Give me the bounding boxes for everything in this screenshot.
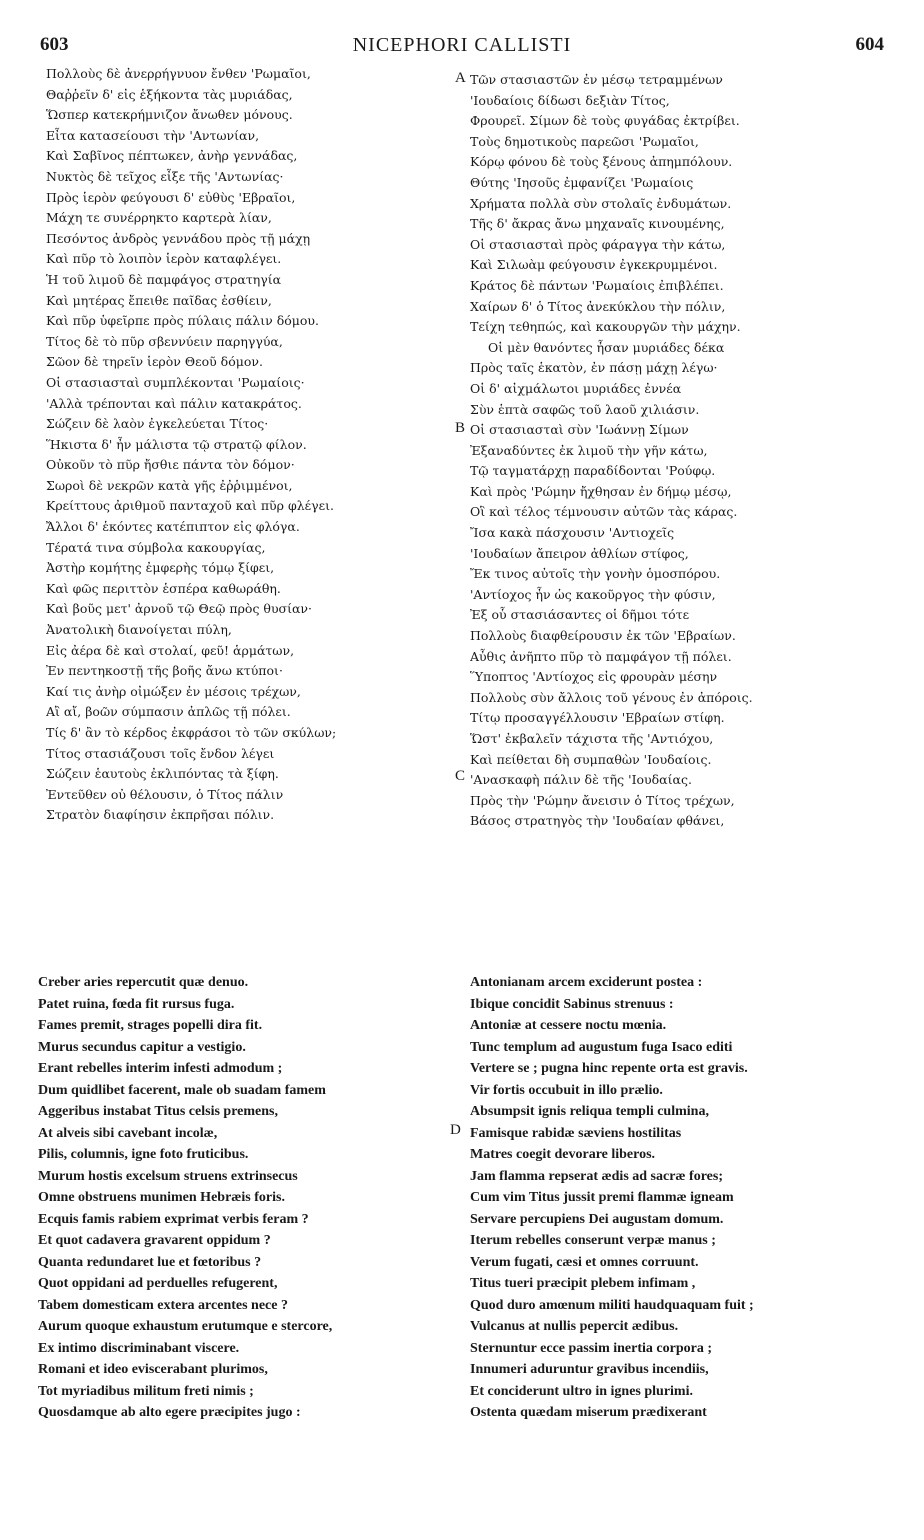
text-line: 'Αντίοχος ἦν ὡς κακοῦργος τὴν φύσιν,: [470, 586, 716, 602]
text-line: Murum hostis excelsum struens extrinsecus: [38, 1168, 298, 1184]
text-line: Quod duro amœnum militi haudquaquam fuit ;: [470, 1297, 754, 1313]
text-line: Ἐντεῦθεν οὐ θέλουσιν, ὁ Τίτος πάλιν: [46, 786, 284, 802]
text-line: Στρατὸν διαφίησιν ἐκπρῆσαι πόλιν.: [46, 807, 275, 823]
text-line: Πρὸς ταῖς ἑκατὸν, ἐν πάσῃ μάχῃ λέγω·: [470, 360, 718, 376]
text-line: Οἱ στασιασταὶ συμπλέκονται 'Ρωμαίοις·: [46, 374, 305, 390]
text-line: Οἱ στασιασταὶ σὺν 'Ιωάννῃ Σίμων: [470, 422, 689, 438]
text-line: Vir fortis occubuit in illo prælio.: [470, 1082, 663, 1098]
text-line: Οἳ καὶ τέλος τέμνουσιν αὐτῶν τὰς κάρας.: [470, 504, 738, 520]
text-line: Τοὺς δημοτικοὺς παρεῶσι 'Ρωμαῖοι,: [470, 133, 699, 149]
text-line: Τίτος στασιάζουσι τοῖς ἔνδον λέγει: [46, 745, 275, 761]
margin-mark-b: B: [455, 420, 466, 436]
text-line: Χρήματα πολλὰ σὺν στολαῖς ἐνδυμάτων.: [470, 195, 732, 211]
text-line: Κρείττους ἀριθμοῦ πανταχοῦ καὶ πῦρ φλέγει.: [46, 498, 334, 514]
text-line: Ex intimo discriminabant viscere.: [38, 1340, 240, 1356]
text-line: Jam flamma repserat ædis ad sacræ fores;: [470, 1168, 723, 1184]
text-line: Πολλοὺς διαφθείρουσιν ἐκ τῶν 'Εβραίων.: [470, 628, 736, 644]
text-line: Antoniæ at cessere noctu mœnia.: [470, 1018, 667, 1033]
text-line: Quot oppidani ad perduelles refugerent,: [38, 1276, 278, 1291]
text-line: Τῷ ταγματάρχῃ παραδίδονται 'Ρούφῳ.: [470, 463, 716, 479]
text-line: Quanta redundaret lue et fœtoribus ?: [38, 1254, 262, 1270]
text-line: Omne obstruens munimen Hebræis foris.: [38, 1190, 285, 1205]
text-line: 'Ανασκαφὴ πάλιν δὲ τῆς 'Ιουδαίας.: [470, 772, 692, 788]
text-line: Οἱ δ' αἰχμάλωτοι μυριάδες ἐννέα: [470, 380, 682, 396]
text-line: Σωροὶ δὲ νεκρῶν κατὰ γῆς ἐῤῥιμμένοι,: [46, 477, 293, 493]
text-line: Τίς δ' ἂν τὸ κέρδος ἐκφράσοι τὸ τῶν σκύλων;: [46, 725, 337, 740]
running-header: [40, 34, 884, 60]
text-line: Absumpsit ignis reliqua templi culmina,: [470, 1104, 709, 1119]
text-line: Ἐν πεντηκοστῇ τῆς βοῆς ἄνω κτύποι·: [46, 663, 283, 679]
text-line: Servare percupiens Dei augustam domum.: [470, 1211, 724, 1227]
text-line: Pilis, columnis, igne foto fruticibus.: [38, 1147, 249, 1162]
text-line: Verum fugati, cæsi et omnes corruunt.: [470, 1254, 699, 1270]
margin-mark-c: C: [455, 768, 466, 784]
text-line: Σώζειν ἑαυτοὺς ἐκλιπόντας τὰ ξίφη.: [46, 766, 279, 782]
text-line: Iterum rebelles conserunt verpæ manus ;: [470, 1233, 716, 1248]
margin-mark-a: A: [455, 70, 466, 86]
text-line: Ἴσα κακὰ πάσχουσιν 'Αντιοχεῖς: [470, 525, 675, 541]
text-line: Σῶον δὲ τηρεῖν ἱερὸν Θεοῦ δόμον.: [46, 354, 263, 370]
text-line: Tabem domesticam extera arcentes nece ?: [38, 1297, 288, 1313]
text-line: Ἔκ τινος αὐτοῖς τὴν γονὴν ὁμοσπόρου.: [470, 566, 721, 582]
text-line: Ὥστ' ἐκβαλεῖν τάχιστα τῆς 'Αντιόχου,: [470, 731, 714, 746]
text-line: Πρὸς τὴν 'Ρώμην ἄνεισιν ὁ Τίτος τρέχων,: [470, 792, 735, 808]
text-line: Αἲ αἴ, βοῶν σύμπασιν ἀπλῶς τῇ πόλει.: [46, 704, 291, 720]
text-line: Αὖθις ἀνῆπτο πῦρ τὸ παμφάγον τῇ πόλει.: [470, 648, 732, 664]
greek-text-right-column: [470, 70, 865, 832]
text-line: Τῶν στασιαστῶν ἐν μέσῳ τετραμμένων: [470, 72, 723, 87]
text-line: Κόρῳ φόνου δὲ τοὺς ξένους ἀπημπόλουν.: [470, 154, 733, 170]
greek-text-left-column: [46, 64, 431, 826]
text-line: Cum vim Titus jussit premi flammæ igneam: [470, 1190, 734, 1205]
text-line: Et conciderunt ultro in ignes plurimi.: [470, 1383, 693, 1399]
text-line: Dum quidlibet facerent, male ob suadam famem: [38, 1082, 326, 1098]
text-line: Οὐκοῦν τὸ πῦρ ἤσθιε πάντα τὸν δόμον·: [46, 457, 295, 473]
text-line: Famisque rabidæ sæviens hostilitas: [470, 1125, 682, 1141]
text-line: Patet ruina, fœda fit rursus fuga.: [38, 996, 235, 1012]
text-line: Βάσος στρατηγὸς τὴν 'Ιουδαίαν φθάνει,: [470, 813, 725, 829]
text-line: Καὶ μητέρας ἔπειθε παῖδας ἐσθίειν,: [46, 292, 272, 308]
text-line: Εἶτα κατασείουσι τὴν 'Αντωνίαν,: [46, 127, 260, 143]
text-line: Erant rebelles interim infesti admodum ;: [38, 1061, 283, 1076]
text-line: Sternuntur ecce passim inertia corpora ;: [470, 1340, 712, 1356]
text-line: Innumeri aduruntur gravibus incendiis,: [470, 1362, 709, 1377]
text-line: Τῆς δ' ἄκρας ἄνω μηχαναῖς κινουμένης,: [470, 216, 725, 232]
text-line: Ἀνατολικὴ διανοίγεται πύλη,: [46, 622, 232, 638]
text-line: Titus tueri præcipit plebem infimam ,: [470, 1276, 696, 1291]
text-line: Καὶ πῦρ ὑφεῖρπε πρὸς πύλαις πάλιν δόμου.: [46, 313, 319, 329]
text-line: Τίτῳ προσαγγέλλουσιν 'Εβραίων στίφη.: [470, 710, 725, 726]
text-line: Καὶ Σιλωὰμ φεύγουσιν ἐγκεκρυμμένοι.: [470, 257, 718, 273]
text-line: Καὶ βοῦς μετ' ἀρνοῦ τῷ Θεῷ πρὸς θυσίαν·: [46, 601, 312, 617]
text-line: Τείχη τεθηπώς, καὶ κακουργῶν τὴν μάχην.: [470, 319, 741, 335]
text-line: Πολλοὺς δὲ ἀνερρήγνυον ἔνθεν 'Ρωμαῖοι,: [46, 66, 311, 81]
text-line: Aurum quoque exhaustum erutumque e stercore,: [38, 1319, 333, 1334]
text-line: Χαίρων δ' ὁ Τίτος ἀνεκύκλου τὴν πόλιν,: [470, 298, 726, 314]
text-line: Ἀστὴρ κομήτης ἐμφερὴς τόμῳ ξίφει,: [46, 560, 275, 576]
text-line: Aggeribus instabat Titus celsis premens,: [38, 1104, 278, 1119]
text-line: Ecquis famis rabiem exprimat verbis feram ?: [38, 1211, 309, 1227]
text-line: Ἐξ οὗ στασιάσαντες οἱ δῆμοι τότε: [470, 607, 690, 623]
text-line: Οἱ μὲν θανόντες ἦσαν μυριάδες δέκα: [488, 339, 725, 355]
text-line: Φρουρεῖ. Σίμων δὲ τοὺς φυγάδας ἐκτρίβει.: [470, 113, 740, 129]
margin-mark-d: D: [450, 1122, 461, 1138]
text-line: Κράτος δὲ πάντων 'Ρωμαίοις ἐπιβλέπει.: [470, 277, 724, 293]
text-line: Σὺν ἑπτὰ σαφῶς τοῦ λαοῦ χιλιάσιν.: [470, 401, 700, 417]
text-line: Ὕποπτος 'Αντίοχος εἰς φρουρὰν μέσην: [470, 669, 718, 685]
text-line: Τίτος δὲ τὸ πῦρ σβεννύειν παρηγγύα,: [46, 333, 283, 349]
text-line: Πεσόντος ἀνδρὸς γεννάδου πρὸς τῇ μάχῃ: [46, 230, 311, 246]
running-title: NICEPHORI CALLISTI: [352, 34, 572, 56]
text-line: Vertere se ; pugna hinc repente orta est gravis.: [470, 1061, 748, 1076]
text-line: Θαῤῥεῖν δ' εἰς ἑξήκοντα τὰς μυριάδας,: [46, 86, 293, 102]
text-line: Οἱ στασιασταὶ πρὸς φάραγγα τὴν κάτω,: [470, 236, 726, 252]
latin-text-right-column: [470, 972, 870, 1424]
text-line: Ἡ τοῦ λιμοῦ δὲ παμφάγος στρατηγία: [46, 271, 282, 287]
latin-text-left-column: [38, 972, 438, 1424]
text-line: Murus secundus capitur a vestigio.: [38, 1039, 246, 1055]
text-line: Θύτης 'Ιησοῦς ἐμφανίζει 'Ρωμαίοις: [470, 174, 694, 190]
text-line: Ostenta quædam miserum prædixerant: [470, 1405, 707, 1420]
text-line: Μάχη τε συνέρρηκτο καρτερὰ λίαν,: [46, 210, 272, 226]
text-line: Καὶ πρὸς 'Ρώμην ἤχθησαν ἐν δήμῳ μέσῳ,: [470, 483, 732, 499]
text-line: Tot myriadibus militum freti nimis ;: [38, 1383, 254, 1399]
text-line: Vulcanus at nullis pepercit ædibus.: [470, 1319, 679, 1334]
text-line: Antonianam arcem exciderunt postea :: [470, 975, 703, 990]
text-line: 'Αλλὰ τρέπονται καὶ πάλιν κατακράτος.: [46, 395, 302, 411]
text-line: Et quot cadavera gravarent oppidum ?: [38, 1233, 271, 1248]
text-line: 'Ιουδαίων ἄπειρον ἀθλίων στίφος,: [470, 545, 689, 561]
text-line: Ἥκιστα δ' ἦν μάλιστα τῷ στρατῷ φίλον.: [46, 436, 307, 452]
text-line: Εἰς ἀέρα δὲ καὶ στολαί, φεῦ! ἁρμάτων,: [46, 642, 295, 658]
text-line: Ἐξαναδύντες ἐκ λιμοῦ τὴν γῆν κάτω,: [470, 442, 708, 458]
text-line: Καὶ φῶς περιττὸν ἑσπέρα καθωράθη.: [46, 580, 281, 596]
text-line: At alveis sibi cavebant incolæ,: [38, 1125, 218, 1141]
text-line: 'Ιουδαίοις δίδωσι δεξιὰν Τίτος,: [470, 92, 670, 108]
text-line: Ibique concidit Sabinus strenuus :: [470, 996, 674, 1012]
text-line: Καὶ πείθεται δὴ συμπαθὼν 'Ιουδαίοις.: [470, 751, 712, 767]
text-line: Ἄλλοι δ' ἑκόντες κατέπιπτον εἰς φλόγα.: [46, 519, 300, 535]
text-line: Σώζειν δὲ λαὸν ἐγκελεύεται Τίτος·: [46, 416, 269, 432]
text-line: Romani et ideo eviscerabant plurimos,: [38, 1362, 268, 1377]
text-line: Τέρατά τινα σύμβολα κακουργίας,: [46, 539, 266, 555]
text-line: Matres coegit devorare liberos.: [470, 1147, 656, 1162]
text-line: Καὶ πῦρ τὸ λοιπὸν ἱερὸν καταφλέγει.: [46, 251, 282, 267]
text-line: Ὥσπερ κατεκρήμνιζον ἄνωθεν μόνους.: [46, 107, 293, 123]
text-line: Πρὸς ἱερὸν φεύγουσι δ' εὐθὺς 'Εβραῖοι,: [46, 189, 296, 205]
text-line: Quosdamque ab alto egere præcipites jugo :: [38, 1405, 301, 1420]
text-line: Καὶ Σαβῖνος πέπτωκεν, ἀνὴρ γεννάδας,: [46, 148, 298, 164]
text-line: Καί τις ἀνὴρ οἰμώξεν ἐν μέσοις τρέχων,: [46, 683, 301, 699]
text-line: Νυκτὸς δὲ τεῖχος εἶξε τῆς 'Αντωνίας·: [46, 168, 284, 184]
text-line: Creber aries repercutit quæ denuo.: [38, 975, 249, 990]
text-line: Πολλοὺς σὺν ἄλλοις τοῦ γένους ἐν ἀπόροις.: [470, 689, 753, 705]
page-number-left: 603: [40, 34, 69, 55]
text-line: Fames premit, strages popelli dira fit.: [38, 1018, 263, 1033]
text-line: Tunc templum ad augustum fuga Isaco editi: [470, 1039, 733, 1055]
page-number-right: 604: [855, 34, 884, 55]
